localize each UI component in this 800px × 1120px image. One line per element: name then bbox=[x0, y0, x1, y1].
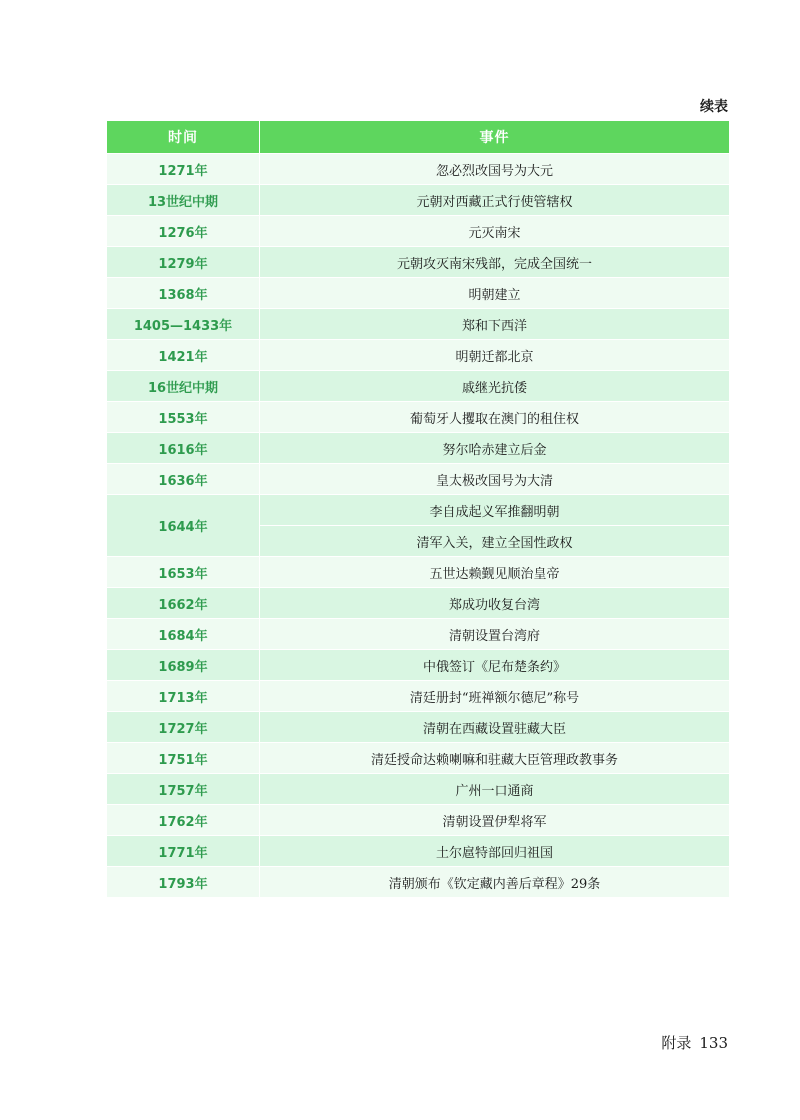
row-event: 元朝对西藏正式行使管辖权 bbox=[260, 185, 730, 216]
row-time: 1662年 bbox=[107, 588, 260, 619]
row-time: 1616年 bbox=[107, 433, 260, 464]
row-time: 1727年 bbox=[107, 712, 260, 743]
row-time: 1751年 bbox=[107, 743, 260, 774]
table-row bbox=[107, 743, 729, 774]
row-event: 葡萄牙人攫取在澳门的租住权 bbox=[260, 402, 730, 433]
row-time: 1553年 bbox=[107, 402, 260, 433]
row-event: 土尔扈特部回归祖国 bbox=[260, 836, 730, 867]
row-event: 清朝颁布《钦定藏内善后章程》29条 bbox=[260, 867, 730, 898]
row-time: 1405—1433年 bbox=[107, 309, 260, 340]
table-row bbox=[107, 619, 729, 650]
row-time: 1793年 bbox=[107, 867, 260, 898]
table-row bbox=[107, 557, 729, 588]
row-event: 郑成功收复台湾 bbox=[260, 588, 730, 619]
row-event: 清军入关，建立全国性政权 bbox=[260, 526, 730, 557]
header-time: 时间 bbox=[107, 121, 260, 154]
table-row bbox=[107, 247, 729, 278]
row-event: 清朝设置台湾府 bbox=[260, 619, 730, 650]
table-row bbox=[107, 185, 729, 216]
row-event: 清朝设置伊犁将军 bbox=[260, 805, 730, 836]
header-event: 事件 bbox=[260, 121, 730, 154]
row-event: 元灭南宋 bbox=[260, 216, 730, 247]
table-row bbox=[107, 464, 729, 495]
row-time: 1653年 bbox=[107, 557, 260, 588]
page-footer bbox=[661, 1032, 728, 1053]
row-time: 1636年 bbox=[107, 464, 260, 495]
table-header-row bbox=[107, 121, 729, 154]
row-event: 清朝在西藏设置驻藏大臣 bbox=[260, 712, 730, 743]
table-row bbox=[107, 805, 729, 836]
row-time: 1684年 bbox=[107, 619, 260, 650]
row-event: 元朝攻灭南宋残部，完成全国统一 bbox=[260, 247, 730, 278]
continued-label: 续表 bbox=[700, 99, 728, 115]
table-row bbox=[107, 712, 729, 743]
page-number: 133 bbox=[699, 1034, 728, 1052]
row-time: 1762年 bbox=[107, 805, 260, 836]
footer-section-label: 附录 bbox=[661, 1034, 692, 1052]
row-time: 1713年 bbox=[107, 681, 260, 712]
row-event: 五世达赖觐见顺治皇帝 bbox=[260, 557, 730, 588]
table-row bbox=[107, 681, 729, 712]
table-row bbox=[107, 278, 729, 309]
table-row bbox=[107, 402, 729, 433]
table-row bbox=[107, 867, 729, 898]
table-row bbox=[107, 340, 729, 371]
table-row bbox=[107, 154, 729, 185]
table-row bbox=[107, 836, 729, 867]
row-event: 李自成起义军推翻明朝 bbox=[260, 495, 730, 526]
row-time: 1689年 bbox=[107, 650, 260, 681]
row-event: 清廷授命达赖喇嘛和驻藏大臣管理政教事务 bbox=[260, 743, 730, 774]
table-row bbox=[107, 588, 729, 619]
chronology-table bbox=[107, 121, 729, 897]
row-event: 忽必烈改国号为大元 bbox=[260, 154, 730, 185]
row-time: 16世纪中期 bbox=[107, 371, 260, 402]
row-event: 戚继光抗倭 bbox=[260, 371, 730, 402]
row-time: 1368年 bbox=[107, 278, 260, 309]
row-time: 1421年 bbox=[107, 340, 260, 371]
row-event: 明朝建立 bbox=[260, 278, 730, 309]
table-row bbox=[107, 495, 729, 526]
table-row bbox=[107, 309, 729, 340]
row-event: 努尔哈赤建立后金 bbox=[260, 433, 730, 464]
row-time: 1276年 bbox=[107, 216, 260, 247]
row-event: 郑和下西洋 bbox=[260, 309, 730, 340]
row-time: 13世纪中期 bbox=[107, 185, 260, 216]
table-row bbox=[107, 650, 729, 681]
table-row bbox=[107, 371, 729, 402]
table-row bbox=[107, 774, 729, 805]
row-event: 清廷册封“班禅额尔德尼”称号 bbox=[260, 681, 730, 712]
row-time: 1279年 bbox=[107, 247, 260, 278]
row-event: 广州一口通商 bbox=[260, 774, 730, 805]
table-row bbox=[107, 216, 729, 247]
row-time: 1771年 bbox=[107, 836, 260, 867]
row-event: 皇太极改国号为大清 bbox=[260, 464, 730, 495]
row-time: 1271年 bbox=[107, 154, 260, 185]
row-event: 中俄签订《尼布楚条约》 bbox=[260, 650, 730, 681]
row-time: 1644年 bbox=[107, 495, 260, 557]
table-row bbox=[107, 433, 729, 464]
row-time: 1757年 bbox=[107, 774, 260, 805]
row-event: 明朝迁都北京 bbox=[260, 340, 730, 371]
